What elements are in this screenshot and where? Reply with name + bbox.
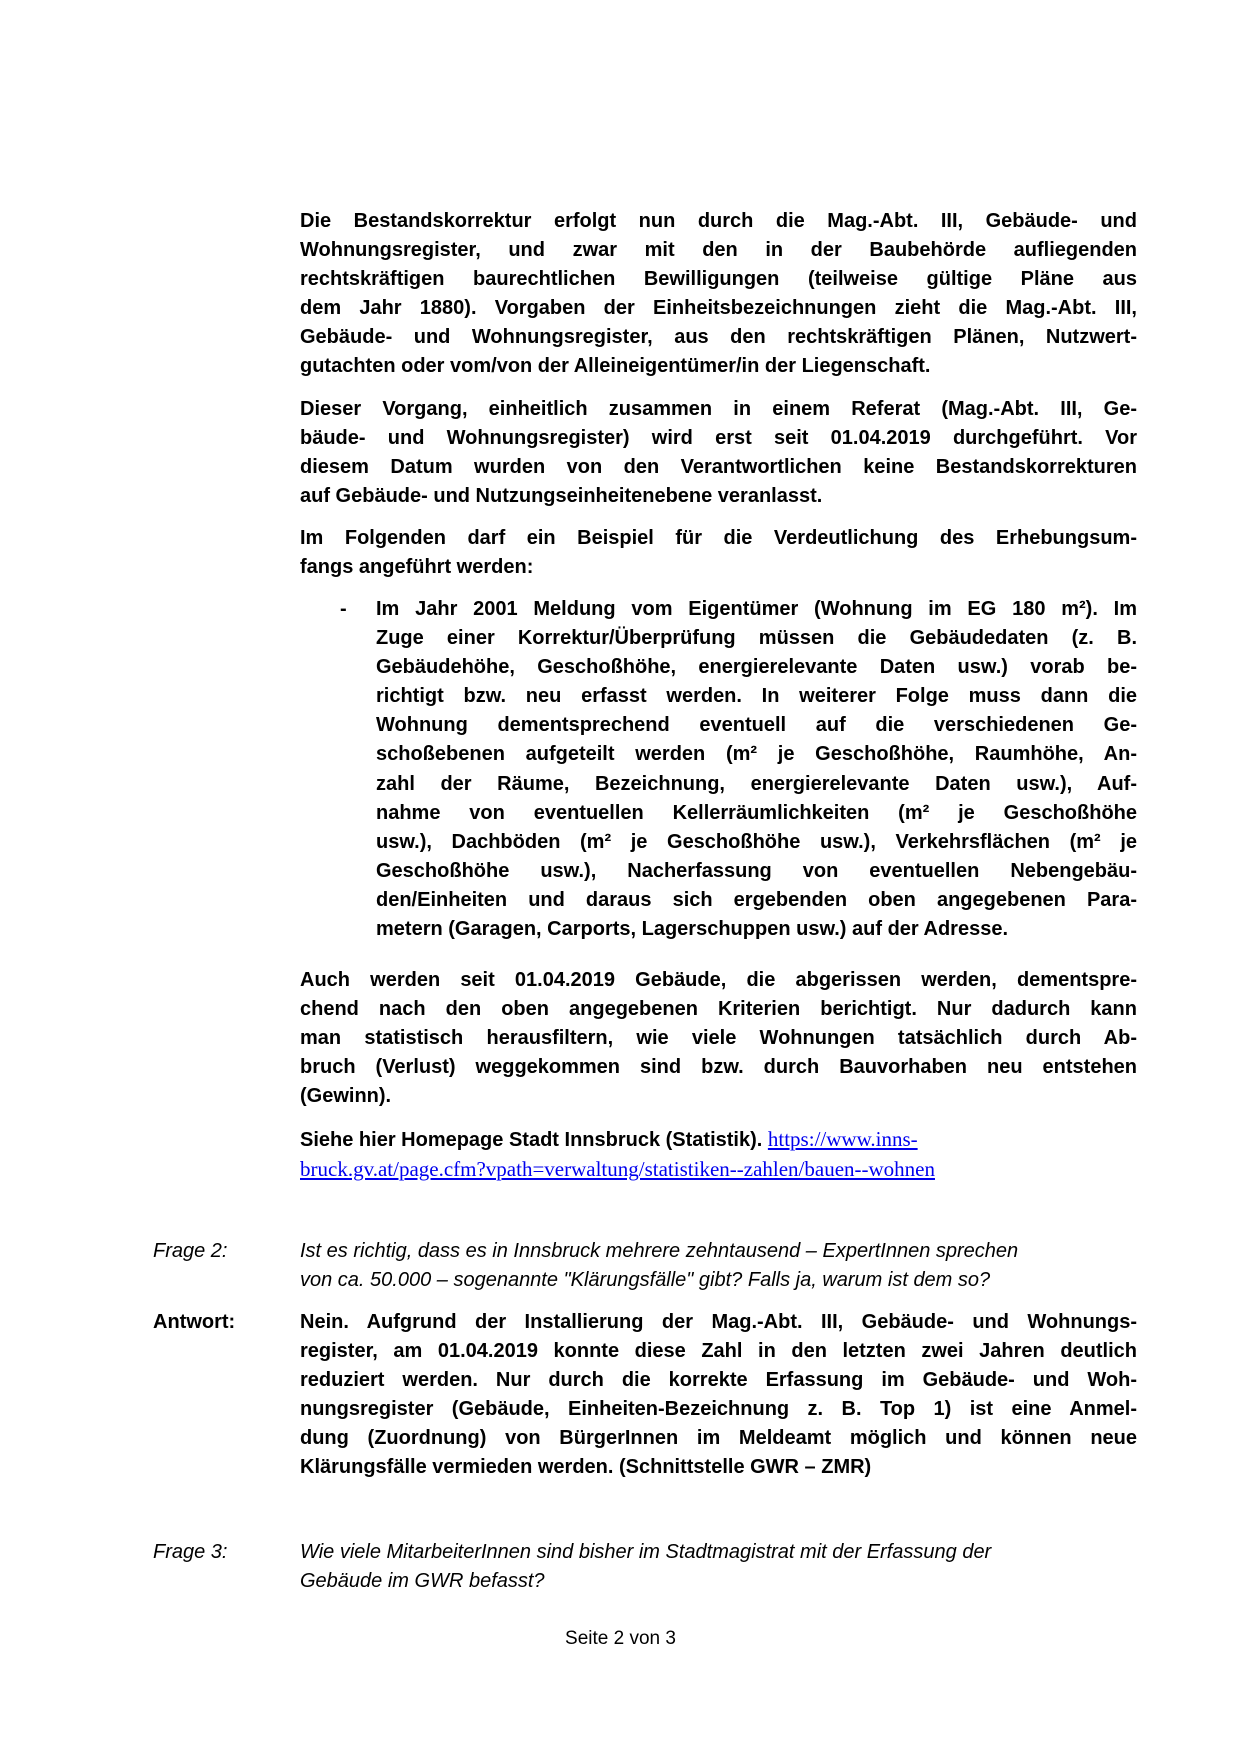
text-line: schoßebenen aufgeteilt werden (m² je Geschoßhöhe, Raumhöhe, An- (376, 743, 1137, 766)
text-line: den/Einheiten und daraus sich ergebenden oben angegebenen Para- (376, 888, 1137, 911)
text-line: dung (Zuordnung) von BürgerInnen im Meldeamt möglich und können neue (300, 1427, 1137, 1450)
text-line: Gebäudehöhe, Geschoßhöhe, energierelevante Daten usw.) vorab be- (376, 656, 1137, 679)
text-line: dem Jahr 1880). Vorgaben der Einheitsbezeichnungen zieht die Mag.-Abt. III, (300, 297, 1137, 320)
text-line: chend nach den oben angegebenen Kriterien berichtigt. Nur dadurch kann (300, 998, 1137, 1021)
text-line: metern (Garagen, Carports, Lagerschuppen usw.) auf der Adresse. (376, 918, 1009, 941)
text-line: von ca. 50.000 – sogenannte "Klärungsfälle" gibt? Falls ja, warum ist dem so? (300, 1269, 991, 1292)
text-line: Gebäude im GWR befasst? (300, 1570, 545, 1593)
text-line: Nein. Aufgrund der Installierung der Mag.-Abt. III, Gebäude- und Wohnungs- (300, 1311, 1137, 1333)
text-line: Wie viele MitarbeiterInnen sind bisher im Stadtmagistrat mit der Erfassung der (300, 1541, 992, 1563)
text-line: richtigt bzw. neu erfasst werden. In weiterer Folge muss dann die (376, 685, 1137, 708)
text-line: Im Jahr 2001 Meldung vom Eigentümer (Wohnung im EG 180 m²). Im (376, 598, 1137, 620)
text-line: bruch (Verlust) weggekommen sind bzw. durch Bauvorhaben neu entstehen (300, 1056, 1137, 1079)
paragraph-abgerissen (300, 966, 1137, 1111)
text-line: Im Folgenden darf ein Beispiel für die Verdeutlichung des Erhebungsum- (300, 527, 1137, 549)
text-line: bäude- und Wohnungsregister) wird erst seit 01.04.2019 durchgeführt. Vor (300, 427, 1137, 450)
homepage-text: Siehe hier Homepage Stadt Innsbruck (Statistik). (300, 1129, 763, 1151)
text-line: rechtskräftigen baurechtlichen Bewilligungen (teilweise gültige Pläne aus (300, 268, 1137, 291)
text-line: auf Gebäude- und Nutzungseinheitenebene veranlasst. (300, 485, 823, 508)
text-line: Die Bestandskorrektur erfolgt nun durch die Mag.-Abt. III, Gebäude- und (300, 210, 1137, 232)
paragraph-homepage (300, 1125, 1137, 1185)
text-line: gutachten oder vom/von der Alleineigentümer/in der Liegenschaft. (300, 355, 931, 378)
text-line: reduziert werden. Nur durch die korrekte Erfassung im Gebäude- und Woh- (300, 1369, 1137, 1392)
statistik-link-part1[interactable]: https://www.inns- (767, 1127, 918, 1151)
text-line: Gebäude- und Wohnungsregister, aus den rechtskräftigen Plänen, Nutzwert- (300, 326, 1137, 349)
frage2-label: Frage 2: (153, 1240, 228, 1262)
antwort2-label: Antwort: (153, 1311, 236, 1333)
frage3-label: Frage 3: (153, 1541, 228, 1563)
bullet-beispiel (376, 595, 1137, 944)
frage2-text (300, 1237, 1137, 1295)
paragraph-bestandskorrektur (300, 207, 1137, 382)
text-line: (Gewinn). (300, 1085, 392, 1108)
text-line: register, am 01.04.2019 konnte diese Zahl in den letzten zwei Jahren deutlich (300, 1340, 1137, 1363)
statistik-link-part2[interactable]: bruck.gv.at/page.cfm?vpath=verwaltung/statistiken--zahlen/bauen--wohnen (300, 1157, 935, 1182)
text-line: Wohnung dementsprechend eventuell auf die verschiedenen Ge- (376, 714, 1137, 737)
text-line: Ist es richtig, dass es in Innsbruck mehrere zehntausend – ExpertInnen sprechen (300, 1240, 1019, 1262)
text-line: Geschoßhöhe usw.), Nacherfassung von eventuellen Nebengebäu- (376, 859, 1137, 882)
text-line: Zuge einer Korrektur/Überprüfung müssen die Gebäudedaten (z. B. (376, 627, 1137, 650)
text-line: fangs angeführt werden: (300, 556, 534, 579)
antwort2-text (300, 1308, 1137, 1483)
page-footer: Seite 2 von 3 (565, 1628, 676, 1649)
text-line: diesem Datum wurden von den Verantwortlichen keine Bestandskorrekturen (300, 456, 1137, 479)
text-line: Auch werden seit 01.04.2019 Gebäude, die abgerissen werden, dementspre- (300, 969, 1137, 991)
text-line: man statistisch herausfiltern, wie viele Wohnungen tatsächlich durch Ab- (300, 1027, 1137, 1050)
bullet-dash: - (340, 598, 347, 620)
paragraph-vorgang (300, 395, 1137, 511)
text-line: Wohnungsregister, und zwar mit den in der Baubehörde aufliegenden (300, 239, 1137, 262)
text-line: Klärungsfälle vermieden werden. (Schnittstelle GWR – ZMR) (300, 1456, 872, 1479)
paragraph-beispiel-intro (300, 524, 1137, 582)
text-line: usw.), Dachböden (m² je Geschoßhöhe usw.), Verkehrsflächen (m² je (376, 830, 1137, 853)
frage3-text (300, 1538, 1137, 1596)
text-line: nungsregister (Gebäude, Einheiten-Bezeichnung z. B. Top 1) ist eine Anmel- (300, 1398, 1137, 1421)
text-line: Dieser Vorgang, einheitlich zusammen in einem Referat (Mag.-Abt. III, Ge- (300, 398, 1137, 420)
text-line: nahme von eventuellen Kellerräumlichkeiten (m² je Geschoßhöhe (376, 801, 1137, 824)
text-line: zahl der Räume, Bezeichnung, energierelevante Daten usw.), Auf- (376, 772, 1137, 795)
